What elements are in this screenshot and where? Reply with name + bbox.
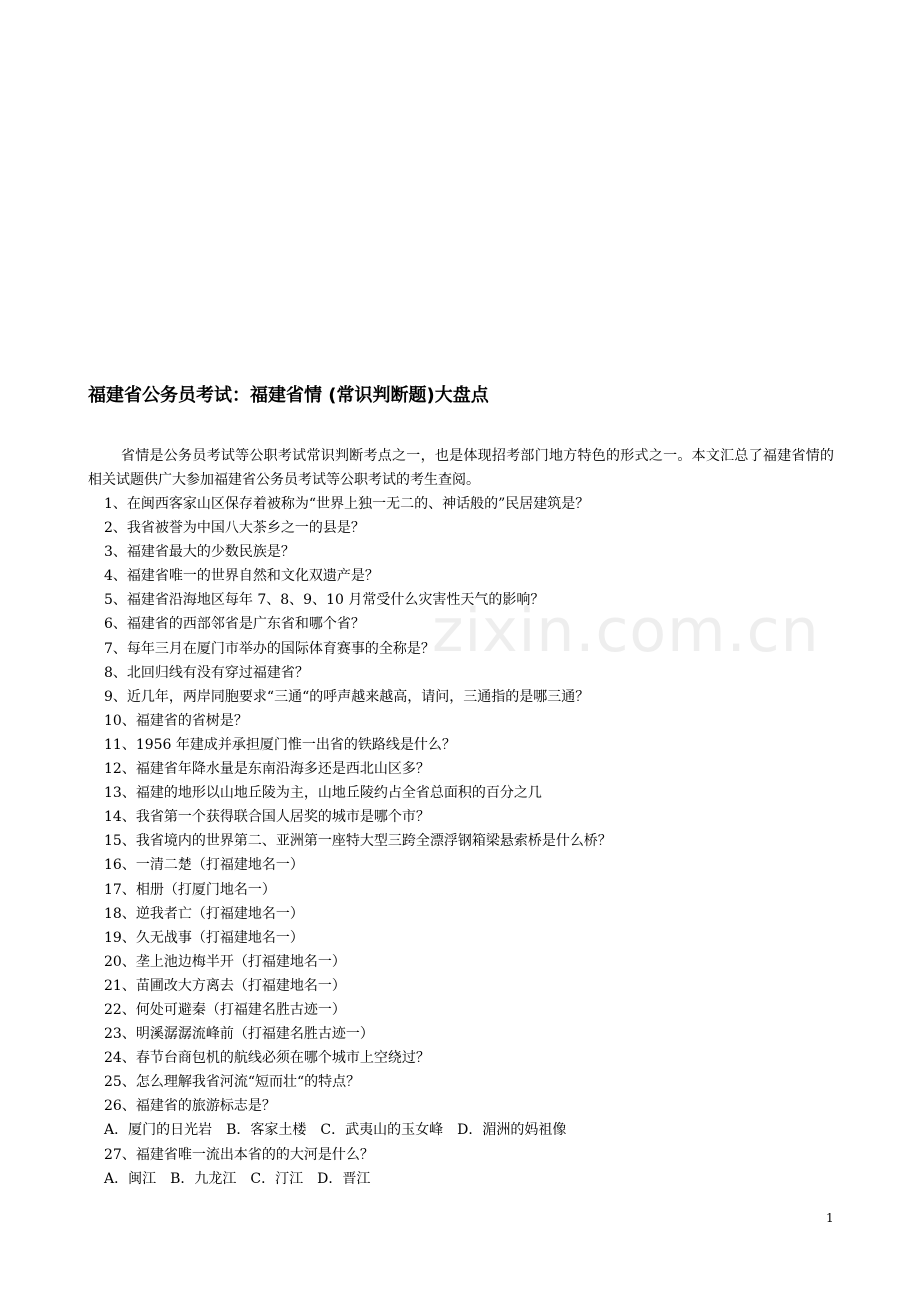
- question-item: 6、福建省的西部邻省是广东省和哪个省？: [104, 616, 365, 633]
- question-list: [104, 492, 612, 1191]
- question-item: 14、我省第一个获得联合国人居奖的城市是哪个市？: [104, 809, 430, 826]
- question-27-options: A．闽江 B．九龙江 C．汀江 D．晋江: [104, 1170, 371, 1187]
- question-item: 25、怎么理解我省河流“短而壮“的特点？: [104, 1074, 361, 1091]
- watermark: zixin.com.cn: [432, 596, 820, 666]
- question-item: 4、福建省唯一的世界自然和文化双遗产是？: [104, 568, 379, 585]
- question-item: 9、近几年，两岸同胞要求“三通“的呼声越来越高，请问，三通指的是哪三通？: [104, 688, 590, 705]
- question-item: 5、福建省沿海地区每年 7、8、9、10 月常受什么灾害性天气的影响？: [104, 592, 545, 609]
- document-title: 福建省公务员考试：福建省情 (常识判断题)大盘点: [88, 385, 489, 406]
- intro-paragraph: 省情是公务员考试等公职考试常识判断考点之一，也是体现招考部门地方特色的形式之一。本文汇总了福建省情的相关试题供广大参加福建省公务员考试等公职考试的考生查阅。: [88, 448, 834, 488]
- question-item: 27、福建省唯一流出本省的的大河是什么？: [104, 1146, 374, 1163]
- question-26-options: A．厦门的日光岩 B．客家土楼 C．武夷山的玉女峰 D．湄洲的妈祖像: [104, 1122, 567, 1139]
- question-item: 23、明溪潺潺流峰前（打福建名胜古迹一）: [104, 1026, 374, 1043]
- question-item: 19、久无战事（打福建地名一）: [104, 929, 304, 946]
- question-item: 3、福建省最大的少数民族是？: [104, 544, 295, 561]
- question-item: 12、福建省年降水量是东南沿海多还是西北山区多？: [104, 761, 430, 778]
- question-item: 7、每年三月在厦门市举办的国际体育赛事的全称是？: [104, 640, 435, 657]
- question-item: 10、福建省的省树是？: [104, 712, 248, 729]
- question-item: 8、北回归线有没有穿过福建省？: [104, 664, 309, 681]
- question-item: 18、逆我者亡（打福建地名一）: [104, 905, 304, 922]
- question-item: 13、福建的地形以山地丘陵为主，山地丘陵约占全省总面积的百分之几: [104, 785, 542, 802]
- question-item: 15、我省境内的世界第二、亚洲第一座特大型三跨全漂浮钢箱梁悬索桥是什么桥？: [104, 833, 612, 850]
- question-item: 17、相册（打厦门地名一）: [104, 881, 276, 898]
- question-item: 1、在闽西客家山区保存着被称为“世界上独一无二的、神话般的”民居建筑是？: [104, 496, 590, 512]
- question-item: 22、何处可避秦（打福建名胜古迹一）: [104, 1001, 346, 1018]
- page-number: 1: [826, 1211, 834, 1225]
- question-item: 26、福建省的旅游标志是？: [104, 1098, 276, 1115]
- question-item: 21、苗圃改大方离去（打福建地名一）: [104, 977, 346, 994]
- question-item: 2、我省被誉为中国八大茶乡之一的县是？: [104, 520, 365, 537]
- question-item: 11、1956 年建成并承担厦门惟一出省的铁路线是什么？: [104, 736, 456, 753]
- question-item: 16、一清二楚（打福建地名一）: [104, 857, 304, 874]
- question-item: 24、春节台商包机的航线必须在哪个城市上空绕过？: [104, 1050, 430, 1067]
- question-item: 20、垄上池边梅半开（打福建地名一）: [104, 953, 346, 970]
